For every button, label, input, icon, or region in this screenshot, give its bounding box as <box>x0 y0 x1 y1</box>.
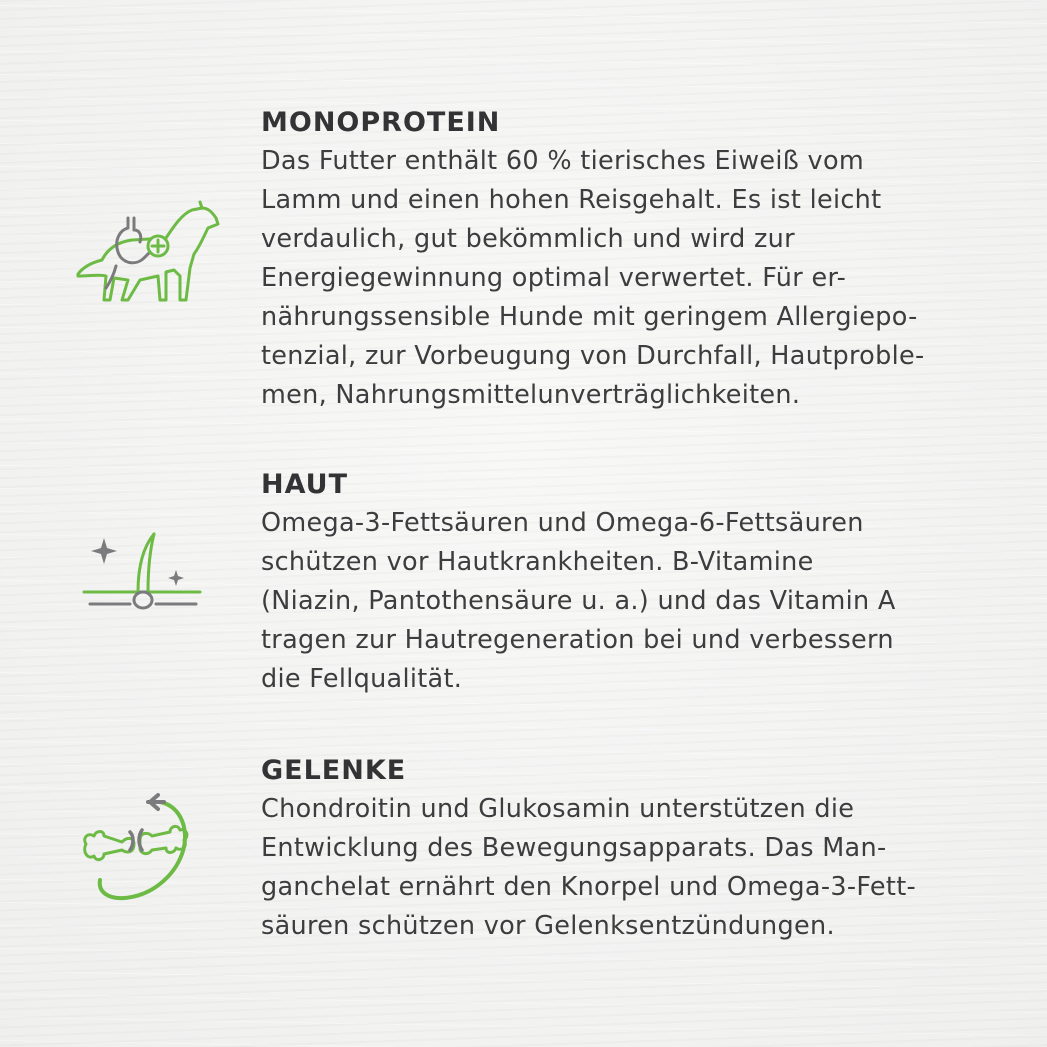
body-line: men, Nahrungsmittelunverträglichkeiten. <box>261 380 801 410</box>
section-heading: GELENKE <box>261 755 407 786</box>
section-heading: MONOPROTEIN <box>261 107 501 138</box>
skin-hair-icon <box>80 532 206 612</box>
body-line: Energiegewinnung optimal verwertet. Für er- <box>261 263 847 293</box>
section-heading: HAUT <box>261 469 349 500</box>
body-line: Entwicklung des Bewegungsapparats. Das Man- <box>261 833 887 863</box>
body-line: Chondroitin und Glukosamin unterstützen die <box>261 794 855 824</box>
body-line: nährungssensible Hunde mit geringem Allergiepo- <box>261 302 918 332</box>
haut-text-block <box>261 466 1021 699</box>
body-line: schützen vor Hautkrankheiten. B-Vitamine <box>261 547 814 577</box>
body-line: Lamm und einen hohen Reisgehalt. Es ist leicht <box>261 185 882 215</box>
body-line: tenzial, zur Vorbeugung von Durchfall, Hautproble- <box>261 341 925 371</box>
body-line: (Niazin, Pantothensäure u. a.) und das Vitamin A <box>261 586 896 616</box>
body-line: Omega-3-Fettsäuren und Omega-6-Fettsäuren <box>261 508 864 538</box>
joint-bone-icon <box>78 792 194 904</box>
body-line: die Fellqualität. <box>261 664 463 694</box>
dog-digestion-icon <box>70 196 222 308</box>
body-line: ganchelat ernährt den Knorpel und Omega-3-Fett- <box>261 872 917 902</box>
monoprotein-text-block <box>261 104 1021 415</box>
body-line: säuren schützen vor Gelenksentzündungen. <box>261 911 835 941</box>
body-line: tragen zur Hautregeneration bei und verbessern <box>261 625 894 655</box>
gelenke-text-block <box>261 752 1021 946</box>
body-line: verdaulich, gut bekömmlich und wird zur <box>261 224 795 254</box>
body-line: Das Futter enthält 60 % tierisches Eiweiß vom <box>261 146 864 176</box>
